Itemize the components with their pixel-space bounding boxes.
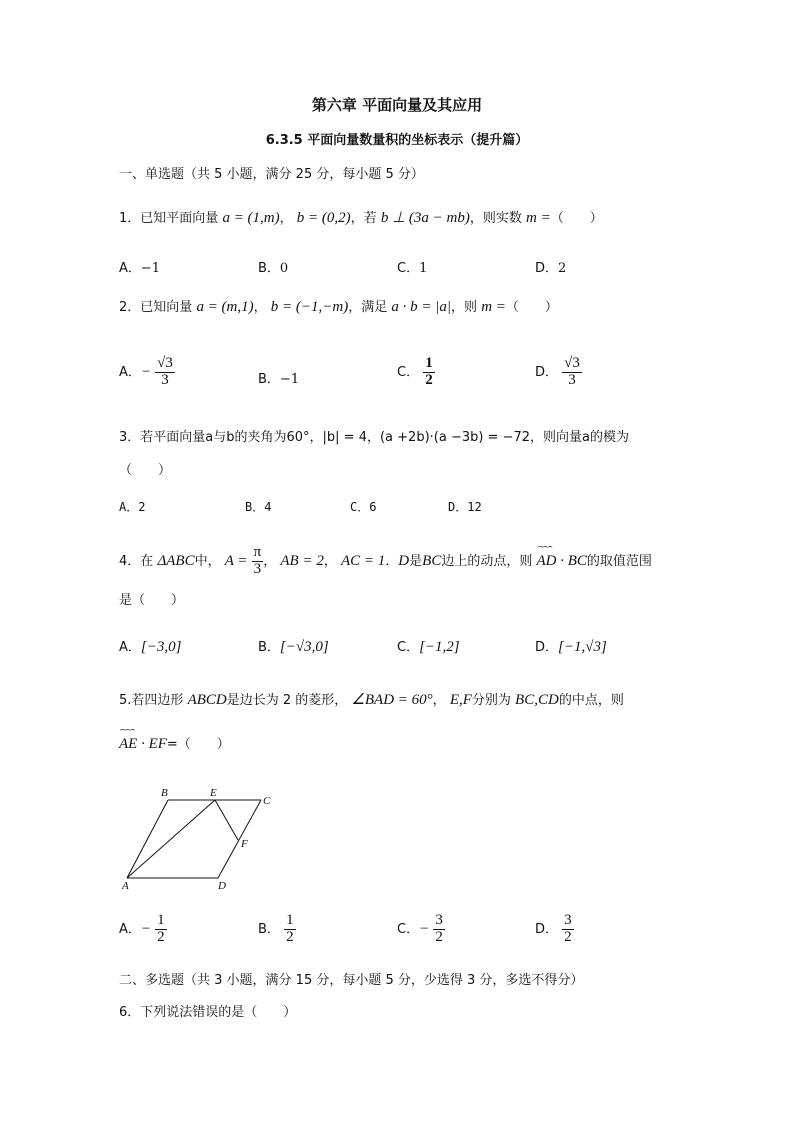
q4-option-b[interactable]: B．[−√3,0] (258, 639, 329, 655)
q1-number: 1． (119, 211, 141, 226)
q3-paren: （ ） (119, 463, 172, 478)
q2-m: m = (481, 299, 506, 315)
q1-option-d[interactable]: D．2 (535, 261, 567, 276)
q3-text: 若平面向量a与b的夹角为60°，|b| = 4，(a +2b)·(a −3b) = −72，则向量a的模为 (140, 430, 629, 445)
question-6 (119, 1005, 296, 1021)
q1-option-c[interactable]: C．1 (397, 261, 428, 276)
question-5: 5.若四边形 ABCD是边长为 2 的菱形， ∠BAD = 60°， E,F分别为 BC,CD的中点，则 (119, 692, 624, 708)
label-e: E (210, 787, 217, 799)
q2-option-a[interactable]: A．− $\frac{√3}{3}$ (119, 355, 173, 388)
question-1: 1．已知平面向量 a = (1,m)， b = (0,2)，若 b ⊥ (3a − mb)，则实数 m =（ ） (119, 210, 603, 226)
label-c: C (263, 795, 271, 807)
label-b: B (161, 787, 168, 799)
q5-option-c[interactable]: C．− $\frac{3}{2}$ (397, 912, 443, 945)
question-2: 2．已知向量 a = (m,1)， b = (−1,−m)，满足 a · b = |a|，则 m =（ ） (119, 299, 558, 315)
q1-vector-a: a = (1,m) (222, 210, 280, 226)
q4-option-a[interactable]: A．[−3,0] (119, 639, 182, 655)
q1-option-a[interactable]: A．−1 (119, 261, 161, 276)
label-a: A (122, 880, 129, 892)
section-heading-multi-choice: 二、多选题（共 3 小题，满分 15 分，每小题 5 分，少选得 3 分，多选不得分） (119, 973, 584, 988)
q1-vector-b: b = (0,2) (296, 210, 351, 226)
q2-number: 2． (119, 300, 141, 315)
q5-option-b[interactable]: B． $\frac{1}{2}$ (258, 912, 294, 945)
label-f: F (241, 838, 248, 850)
q5-option-d[interactable]: D． $\frac{3}{2}$ (535, 912, 572, 945)
q6-text: 下列说法错误的是（ ） (140, 1005, 297, 1020)
q4-option-c[interactable]: C．[−1,2] (397, 639, 460, 655)
q5-line2: ⌢⌢⌢ AE · EF=（ ） (119, 735, 230, 753)
q3-option-d[interactable]: D．12 (448, 500, 482, 514)
q1-m: m = (526, 210, 551, 226)
q6-number: 6． (119, 1005, 141, 1020)
q2-option-c[interactable]: C． $\frac{1}{2}$ (397, 355, 433, 388)
q2-option-d[interactable]: D． $\frac{√3}{3}$ (535, 355, 580, 388)
q2-vector-b: b = (−1,−m) (270, 299, 349, 315)
q3-option-b[interactable]: B．4 (245, 500, 272, 514)
question-4: 4．在 ΔABC中， A = $\frac{\pi}{3}$ ， AB = 2， AC = 1．D是BC边上的动点，则 ⌢⌢⌢ AD · BC的取值范围 (119, 545, 652, 578)
segment-ef (215, 800, 238, 840)
label-d: D (218, 880, 226, 892)
q2-vector-a: a = (m,1) (196, 299, 254, 315)
q4-option-d[interactable]: D．[−1,√3] (535, 639, 607, 655)
q5-dot-product: ⌢⌢⌢ AE · EF (119, 735, 167, 753)
q1-perp-condition: b ⊥ (3a − mb) (380, 210, 470, 226)
q5-number: 5. (119, 693, 132, 708)
chapter-title: 第六章 平面向量及其应用 (311, 96, 483, 114)
edge-ab (127, 800, 168, 878)
rhombus-figure (118, 785, 288, 895)
q4-number: 4． (119, 553, 141, 569)
q4-angle-fraction: $\frac{\pi}{3}$ (253, 544, 262, 577)
segment-ae (127, 800, 215, 878)
edge-cd (218, 800, 261, 878)
q2-option-b[interactable]: B．−1 (258, 372, 300, 387)
q1-option-b[interactable]: B．0 (258, 261, 289, 276)
q3-option-a[interactable]: A．2 (119, 500, 146, 514)
q3-number: 3． (119, 430, 141, 445)
section-title: 6.3.5 平面向量数量积的坐标表示（提升篇） (265, 133, 529, 148)
q2-condition: a · b = |a| (391, 299, 452, 315)
question-3 (119, 430, 629, 446)
q3-option-c[interactable]: C．6 (350, 500, 377, 514)
section-heading-single-choice: 一、单选题（共 5 小题，满分 25 分，每小题 5 分） (119, 167, 424, 182)
q4-line2: 是（ ） (119, 593, 185, 608)
q4-dot-product: ⌢⌢⌢ AD · BC (536, 552, 586, 570)
q5-option-a[interactable]: A．− $\frac{1}{2}$ (119, 912, 165, 945)
